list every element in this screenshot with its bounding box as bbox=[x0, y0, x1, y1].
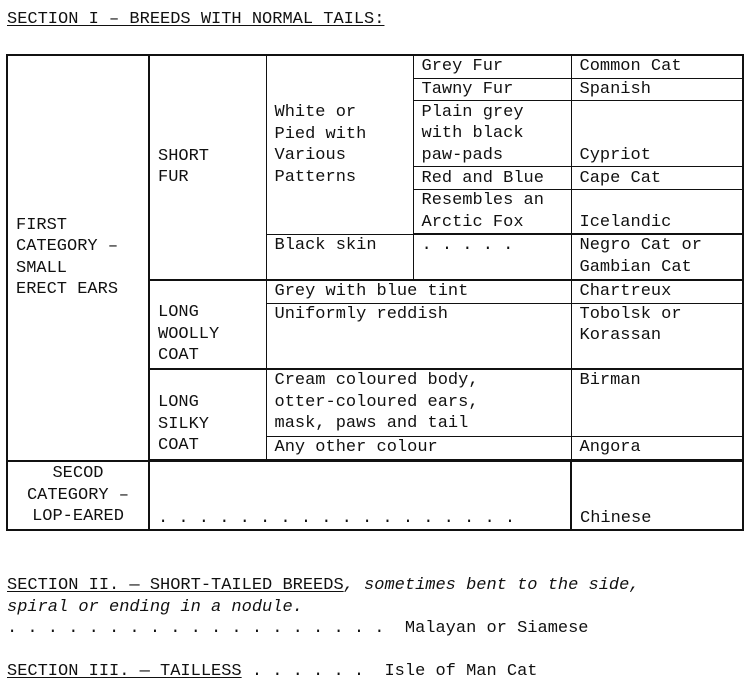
section-2-desc-b: spiral or ending in a nodule. bbox=[7, 598, 303, 617]
table-row bbox=[7, 461, 743, 530]
section-2-breed: Malayan or Siamese bbox=[404, 619, 589, 638]
plain-grey-cell: Plain grey with black paw-pads bbox=[413, 101, 571, 167]
section-2-desc-a: , sometimes bent to the side, bbox=[343, 576, 640, 595]
cream-body-cell: Cream coloured body, otter-coloured ears, mask, paws and tail bbox=[266, 369, 571, 436]
negro-cat-cell: Negro Cat or Gambian Cat bbox=[571, 235, 743, 280]
tawny-fur-cell: Tawny Fur bbox=[413, 78, 571, 101]
red-blue-cell: Red and Blue bbox=[413, 167, 571, 190]
cypriot-cell: Cypriot bbox=[571, 101, 743, 167]
section-2-title: SECTION II. — SHORT-TAILED BREEDS bbox=[7, 576, 344, 595]
long-silky-cell: LONG SILKY COAT bbox=[149, 369, 266, 459]
breed-classification-table bbox=[6, 54, 744, 531]
common-cat-cell: Common Cat bbox=[571, 55, 743, 78]
chinese-cell: Chinese bbox=[571, 461, 743, 530]
tobolsk-cell: Tobolsk or Korassan bbox=[571, 303, 743, 369]
long-woolly-cell: LONG WOOLLY COAT bbox=[149, 280, 266, 369]
table-row bbox=[7, 55, 743, 78]
icelandic-cell: Icelandic bbox=[571, 190, 743, 234]
angora-cell: Angora bbox=[571, 437, 743, 460]
any-other-cell: Any other colour bbox=[266, 437, 571, 460]
section-1-title: SECTION I – BREEDS WITH NORMAL TAILS: bbox=[7, 10, 385, 29]
black-skin-dots-cell: . . . . . bbox=[413, 235, 571, 280]
second-category-cell: SECOD CATEGORY – LOP-EARED bbox=[7, 461, 149, 530]
section-2-heading bbox=[7, 575, 640, 597]
first-category-cell: FIRST CATEGORY – SMALL ERECT EARS bbox=[7, 55, 149, 461]
arctic-fox-cell: Resembles an Arctic Fox bbox=[413, 190, 571, 234]
section-2-breed-line bbox=[7, 618, 589, 640]
birman-cell: Birman bbox=[571, 369, 743, 436]
section-3-dots: . . . . . . bbox=[241, 662, 385, 681]
short-fur-cell: SHORT FUR bbox=[149, 55, 266, 280]
grey-blue-tint-cell: Grey with blue tint bbox=[266, 280, 571, 303]
section-3-breed: Isle of Man Cat bbox=[384, 662, 538, 681]
uniformly-reddish-cell: Uniformly reddish bbox=[266, 303, 571, 369]
white-pied-cell: White or Pied with Various Patterns bbox=[266, 55, 413, 235]
section-3-line bbox=[7, 661, 538, 683]
chartreux-cell: Chartreux bbox=[571, 280, 743, 303]
section-3-title: SECTION III. — TAILLESS bbox=[7, 662, 242, 681]
spanish-cell: Spanish bbox=[571, 78, 743, 101]
cape-cat-cell: Cape Cat bbox=[571, 167, 743, 190]
second-dots-cell: . . . . . . . . . . . . . . . . . . bbox=[149, 461, 571, 530]
grey-fur-cell: Grey Fur bbox=[413, 55, 571, 78]
black-skin-cell: Black skin bbox=[266, 235, 413, 280]
section-2-dots: . . . . . . . . . . . . . . . . . . . bbox=[7, 619, 405, 638]
